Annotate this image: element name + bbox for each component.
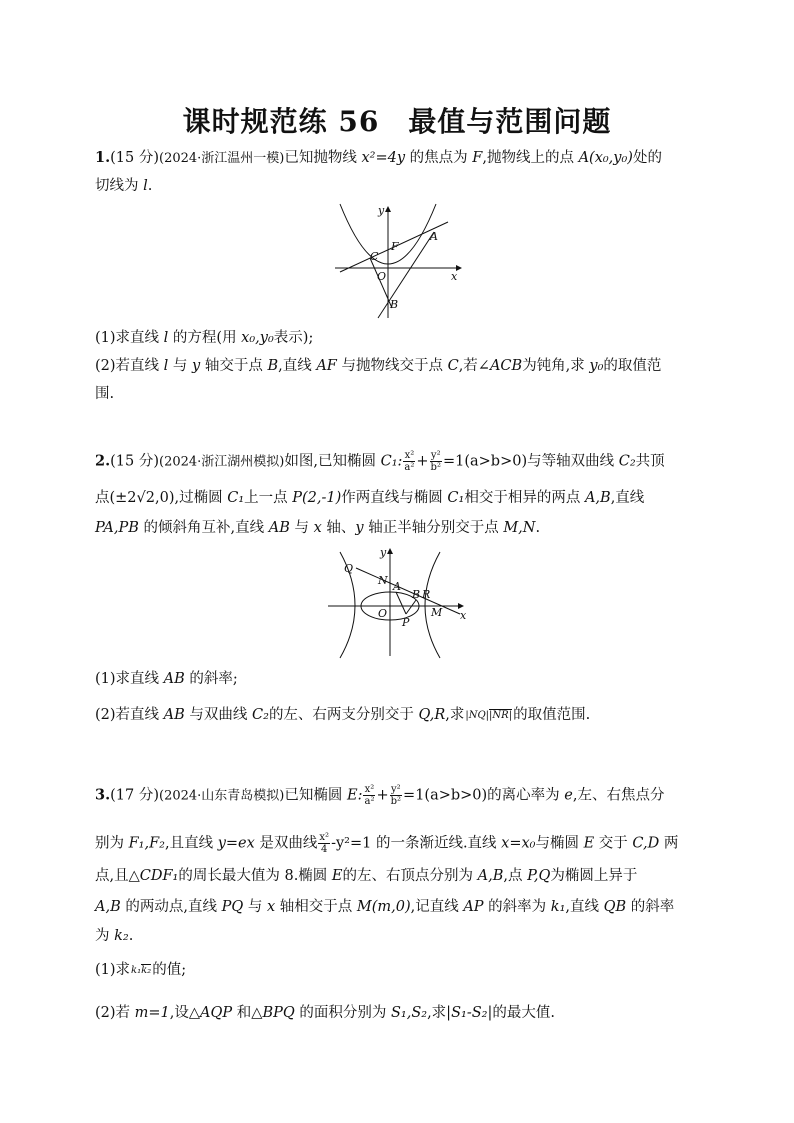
q2-label-P: P (402, 616, 410, 629)
q1-stem-line1: 1.(15 分)(2024·浙江温州一模)已知抛物线 x²=4y 的焦点为 F,抛物线上的点 A(x₀,y₀)处的 (95, 149, 662, 166)
q2-part2: (2)若直线 AB 与双曲线 C₂的左、右两支分别交于 Q,R,求|NQ||NR|的取值范围. (95, 707, 591, 723)
q3-stem-line1: 3.(17 分)(2024·山东青岛模拟)已知椭圆 E: $\frac{\text{x²}}{\text{a²}}$ + $\frac{\text{y²}}{\text{b²}}$ =1(a>b>0)的离心率为 e,左、右焦点分 (95, 784, 665, 807)
q2-label-R: R (422, 588, 431, 601)
q3-stem-line2: 别为 F₁,F₂,且直线 y=ex 是双曲线 $\frac{\text{x²}}{4}$ -y²=1 的一条渐近线.直线 x=x₀与椭圆 E 交于 C,D 两 (95, 832, 679, 855)
q2-figure (322, 544, 472, 659)
q1-label-x: x (451, 270, 458, 283)
q1-source: (2024·浙江温州一模) (159, 151, 285, 166)
q1-label-B: B (390, 298, 399, 311)
q2-label-A: A (393, 580, 401, 593)
q2-ellipse-hyperbola-diagram (322, 544, 472, 659)
q1-label-y: y (378, 204, 385, 217)
page-title: 课时规范练 56 最值与范围问题 (182, 105, 612, 138)
q3-stem-line3: 点,且△CDF₁的周长最大值为 8.椭圆 E的左、右顶点分别为 A,B,点 P,Q为椭圆上异于 (95, 868, 638, 884)
q2-stem-line2: 点(±2√2,0),过椭圆 C₁上一点 P(2,-1)作两直线与椭圆 C₁相交于相异的两点 A,B,直线 (95, 490, 645, 506)
q3-part1: (1)求k₁k₂的值; (95, 962, 187, 978)
q1-line-AF (378, 232, 434, 318)
q3-stem-line4: A,B 的两动点,直线 PQ 与 x 轴相交于点 M(m,0),记直线 AP 的斜率为 k₁,直线 QB 的斜率 (95, 899, 675, 915)
q2-label-B: B (412, 588, 421, 601)
q3-part2: (2)若 m=1,设△AQP 和△BPQ 的面积分别为 S₁,S₂,求|S₁-S₂|的最大值. (95, 1005, 555, 1021)
q2-stem-line1: 2.(15 分)(2024·浙江湖州模拟)如图,已知椭圆 C₁: $\frac{\text{x²}}{\text{a²}}$ + $\frac{\text{y²}}{\text{b²}}$ =1(a>b>0)与等轴双曲线 C₂共顶 (95, 450, 665, 473)
q1-y-arrow (385, 206, 391, 212)
q1-label-C: C (370, 250, 379, 263)
q2-hyperbola-right (425, 552, 440, 658)
q1-number: 1. (95, 149, 111, 166)
q2-label-Q: Q (344, 562, 354, 575)
q2-stem-line3: PA,PB 的倾斜角互补,直线 AB 与 x 轴、y 轴正半轴分别交于点 M,N. (95, 520, 541, 536)
q1-part2-line1: (2)若直线 l 与 y 轴交于点 B,直线 AF 与抛物线交于点 C,若∠ACB为钝角,求 y₀的取值范 (95, 358, 662, 374)
q1-line-CB (370, 258, 392, 308)
q2-y-arrow (387, 548, 393, 554)
q2-label-O: O (378, 607, 388, 620)
q1-stem-line2: 切线为 l. (95, 178, 153, 194)
q2-line-AB (356, 568, 460, 614)
q2-label-N: N (378, 574, 388, 587)
q2-label-x: x (460, 609, 467, 622)
q1-parabola-eq: x²=4y (361, 150, 406, 166)
q2-label-M: M (431, 606, 443, 619)
q2-line-PA (396, 592, 406, 614)
q2-part1: (1)求直线 AB 的斜率; (95, 671, 238, 687)
q2-label-y: y (380, 546, 387, 559)
q1-part1: (1)求直线 l 的方程(用 x₀,y₀表示); (95, 330, 314, 346)
q1-label-F: F (391, 240, 399, 253)
q3-stem-line5: 为 k₂. (95, 928, 134, 944)
q2-line-PB (406, 600, 416, 614)
q1-label-O: O (377, 270, 387, 283)
q1-parabola-diagram (330, 200, 470, 322)
q1-figure (330, 200, 470, 322)
q1-points: (15 分) (110, 150, 160, 166)
q1-label-A: A (430, 230, 438, 243)
q1-part2-line2: 围. (95, 386, 115, 402)
